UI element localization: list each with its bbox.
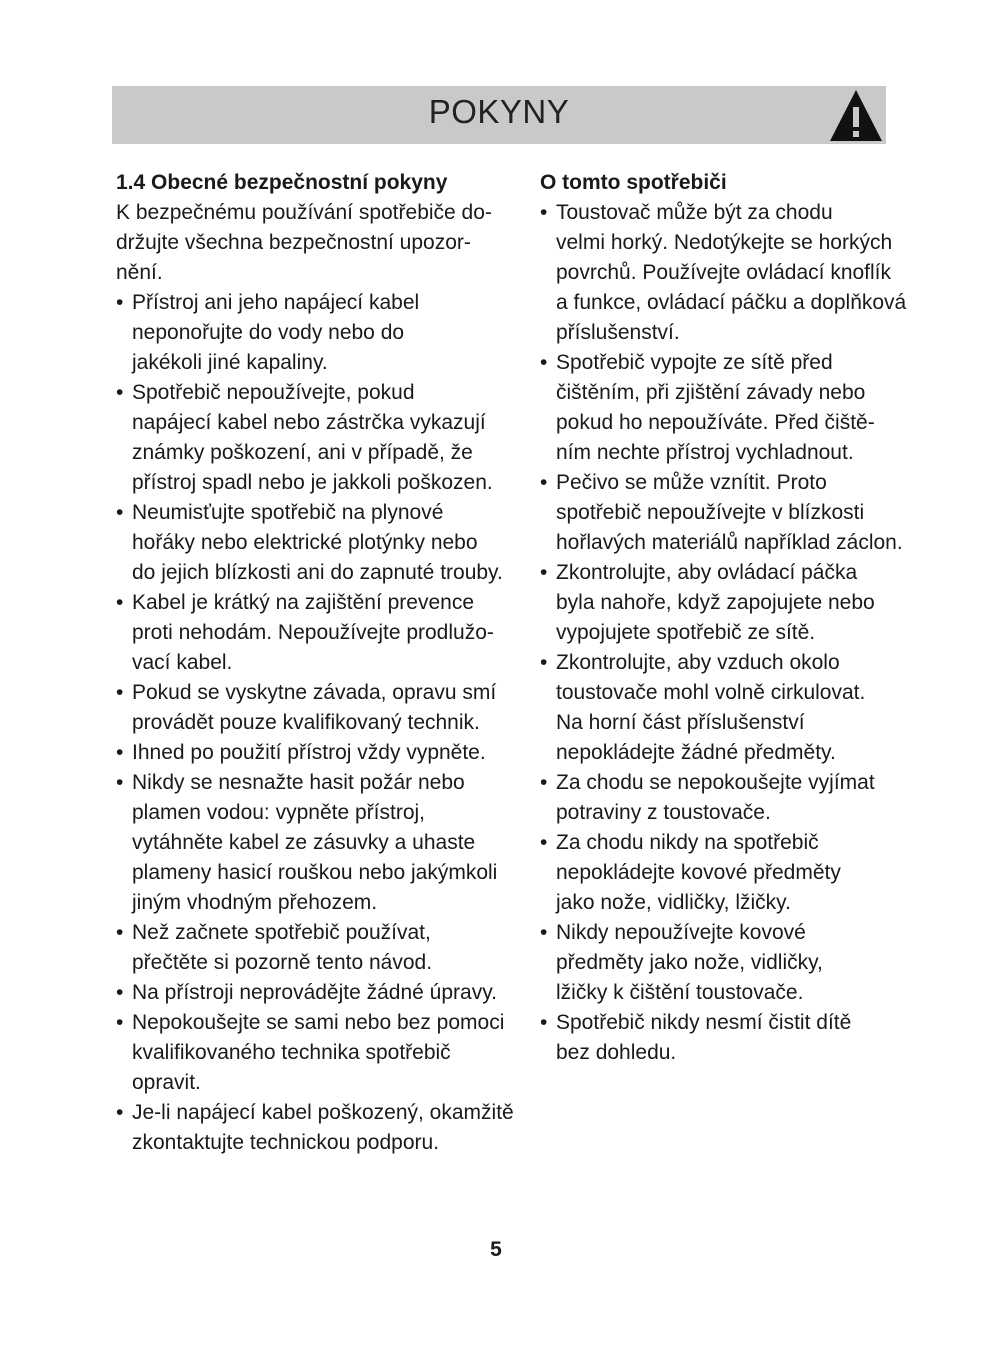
text-line: držujte všechna bezpečnostní upozor-: [116, 231, 471, 254]
bullet-icon: •: [116, 1101, 124, 1124]
text-line: Spotřebič nikdy nesmí čistit dítě: [556, 1011, 852, 1034]
page-number: 5: [490, 1238, 502, 1261]
list-item: [116, 768, 536, 918]
warning-triangle-icon: [828, 87, 884, 143]
bullet-icon: •: [540, 921, 548, 944]
text-line: Přístroj ani jeho napájecí kabel: [132, 291, 420, 314]
page-title: POKYNY: [428, 93, 570, 130]
bullet-icon: •: [116, 771, 124, 794]
list-item: [116, 1098, 536, 1158]
text-line: neponořujte do vody nebo do: [132, 321, 405, 344]
list-item: [540, 348, 940, 468]
text-line: známky poškození, ani v případě, že: [132, 441, 473, 464]
text-line: K bezpečnému používání spotřebiče do-: [116, 201, 492, 224]
section-heading: O tomto spotřebiči: [540, 171, 727, 194]
safety-list: [116, 288, 536, 1158]
section-heading: 1.4 Obecné bezpečnostní pokyny: [116, 171, 448, 194]
bullet-icon: •: [116, 381, 124, 404]
text-line: Než začnete spotřebič používat,: [132, 921, 431, 944]
list-item: [116, 738, 536, 768]
list-item: [540, 1008, 940, 1068]
bullet-icon: •: [540, 651, 548, 674]
list-item: [540, 198, 940, 348]
text-line: vypojujete spotřebič ze sítě.: [556, 621, 816, 644]
text-line: vytáhněte kabel ze zásuvky a uhaste: [132, 831, 476, 854]
text-line: nění.: [116, 261, 163, 284]
text-line: čištěním, při zjištění závady nebo: [556, 381, 866, 404]
bullet-icon: •: [116, 981, 124, 1004]
list-item: [116, 678, 536, 738]
list-item: [116, 498, 536, 588]
right-column: [540, 168, 940, 1068]
text-line: proti nehodám. Nepoužívejte prodlužo-: [132, 621, 494, 644]
header-bar: [112, 86, 886, 144]
text-line: jako nože, vidličky, lžičky.: [556, 891, 791, 914]
text-line: napájecí kabel nebo zástrčka vykazují: [132, 411, 486, 434]
text-line: velmi horký. Nedotýkejte se horkých: [556, 231, 893, 254]
text-line: pokud ho nepoužíváte. Před čiště-: [556, 411, 875, 434]
list-item: [116, 978, 536, 1008]
text-line: Za chodu se nepokoušejte vyjímat: [556, 771, 875, 794]
text-line: toustovače mohl volně cirkulovat.: [556, 681, 866, 704]
text-line: hořáky nebo elektrické plotýnky nebo: [132, 531, 478, 554]
bullet-icon: •: [540, 1011, 548, 1034]
appliance-list: [540, 198, 940, 1068]
text-line: příslušenství.: [556, 321, 680, 344]
text-line: předměty jako nože, vidličky,: [556, 951, 823, 974]
text-line: Na přístroji neprovádějte žádné úpravy.: [132, 981, 497, 1004]
bullet-icon: •: [116, 921, 124, 944]
text-line: Kabel je krátký na zajištění prevence: [132, 591, 475, 614]
list-item: [116, 1008, 536, 1098]
text-line: ním nechte přístroj vychladnout.: [556, 441, 854, 464]
bullet-icon: •: [540, 771, 548, 794]
list-item: [540, 768, 940, 828]
intro-text: [116, 198, 536, 288]
text-line: plamen vodou: vypněte přístroj,: [132, 801, 425, 824]
text-line: nepokládejte žádné předměty.: [556, 741, 836, 764]
text-line: Nepokoušejte se sami nebo bez pomoci: [132, 1011, 505, 1034]
list-item: [116, 588, 536, 678]
bullet-icon: •: [540, 351, 548, 374]
bullet-icon: •: [540, 561, 548, 584]
text-line: byla nahoře, když zapojujete nebo: [556, 591, 875, 614]
bullet-icon: •: [116, 501, 124, 524]
text-line: zkontaktujte technickou podporu.: [132, 1131, 440, 1154]
text-line: plameny hasicí rouškou nebo jakýmkoli: [132, 861, 498, 884]
list-item: [540, 648, 940, 768]
text-line: Pokud se vyskytne závada, opravu smí: [132, 681, 497, 704]
text-line: jakékoli jiné kapaliny.: [132, 351, 328, 374]
text-line: Neumisťujte spotřebič na plynové: [132, 501, 444, 524]
list-item: [540, 918, 940, 1008]
bullet-icon: •: [540, 471, 548, 494]
text-line: vací kabel.: [132, 651, 233, 674]
list-item: [540, 828, 940, 918]
list-item: [116, 918, 536, 978]
text-line: Pečivo se může vznítit. Proto: [556, 471, 827, 494]
text-line: Zkontrolujte, aby ovládací páčka: [556, 561, 858, 584]
text-line: Spotřebič vypojte ze sítě před: [556, 351, 833, 374]
text-line: kvalifikovaného technika spotřebič: [132, 1041, 451, 1064]
text-line: nepokládejte kovové předměty: [556, 861, 841, 884]
text-line: Zkontrolujte, aby vzduch okolo: [556, 651, 840, 674]
bullet-icon: •: [116, 681, 124, 704]
text-line: jiným vhodným přehozem.: [132, 891, 378, 914]
list-item: [116, 378, 536, 498]
bullet-icon: •: [116, 291, 124, 314]
text-line: do jejich blízkosti ani do zapnuté trouby.: [132, 561, 503, 584]
text-line: Je-li napájecí kabel poškozený, okamžitě: [132, 1101, 514, 1124]
left-column: [116, 168, 536, 1158]
text-line: bez dohledu.: [556, 1041, 677, 1064]
text-line: přečtěte si pozorně tento návod.: [132, 951, 433, 974]
text-line: a funkce, ovládací páčku a doplňková: [556, 291, 907, 314]
text-line: Nikdy nepoužívejte kovové: [556, 921, 806, 944]
text-line: opravit.: [132, 1071, 201, 1094]
bullet-icon: •: [116, 1011, 124, 1034]
list-item: [540, 558, 940, 648]
text-line: Spotřebič nepoužívejte, pokud: [132, 381, 415, 404]
text-line: hořlavých materiálů například záclon.: [556, 531, 903, 554]
text-line: přístroj spadl nebo je jakkoli poškozen.: [132, 471, 493, 494]
text-line: spotřebič nepoužívejte v blízkosti: [556, 501, 865, 524]
list-item: [540, 468, 940, 558]
list-item: [116, 288, 536, 378]
text-line: potraviny z toustovače.: [556, 801, 771, 824]
text-line: provádět pouze kvalifikovaný technik.: [132, 711, 480, 734]
text-line: Za chodu nikdy na spotřebič: [556, 831, 819, 854]
text-line: Ihned po použití přístroj vždy vypněte.: [132, 741, 486, 764]
text-line: Toustovač může být za chodu: [556, 201, 833, 224]
text-line: povrchů. Používejte ovládací knoflík: [556, 261, 892, 284]
text-line: Na horní část příslušenství: [556, 711, 805, 734]
text-line: lžičky k čištění toustovače.: [556, 981, 804, 1004]
bullet-icon: •: [116, 741, 124, 764]
bullet-icon: •: [116, 591, 124, 614]
text-line: Nikdy se nesnažte hasit požár nebo: [132, 771, 465, 794]
bullet-icon: •: [540, 201, 548, 224]
bullet-icon: •: [540, 831, 548, 854]
